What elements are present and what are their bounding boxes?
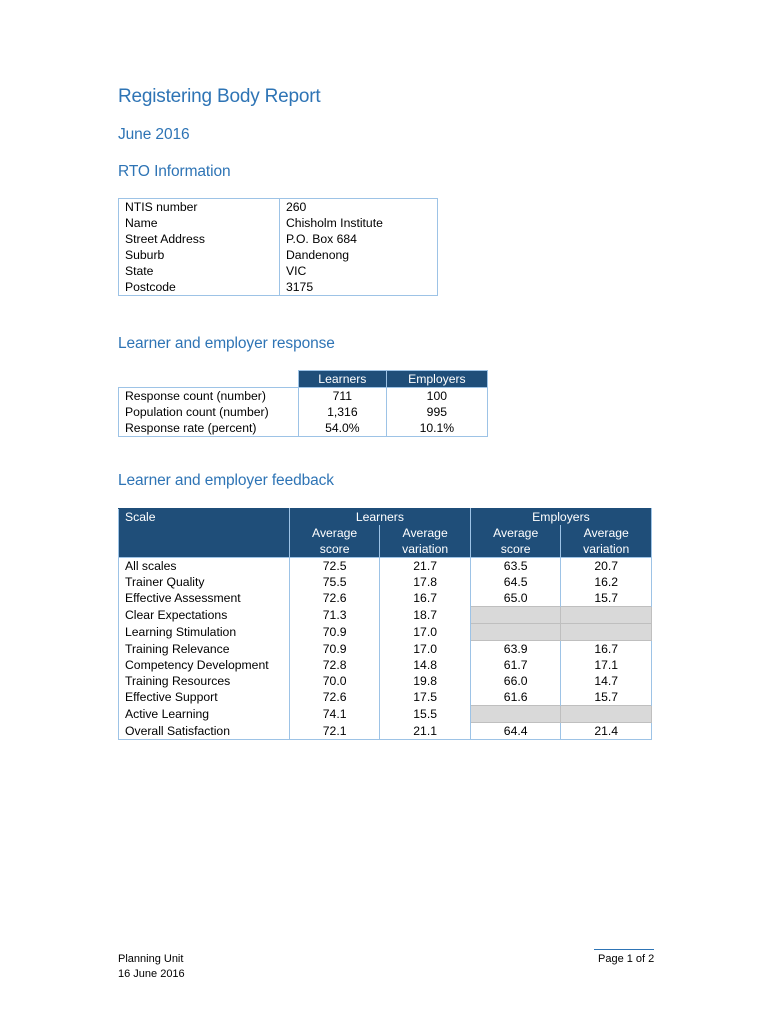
employers-variation-header-1: Average bbox=[561, 525, 652, 541]
learners-average-score: 72.6 bbox=[289, 689, 380, 706]
rto-info-row bbox=[119, 279, 438, 296]
feedback-scale-name: Effective Support bbox=[119, 689, 290, 706]
feedback-group-learners: Learners bbox=[289, 509, 470, 526]
response-learners-value: 711 bbox=[299, 388, 387, 405]
learners-average-variation: 17.5 bbox=[380, 689, 471, 706]
employers-average-variation bbox=[561, 624, 652, 641]
response-heading: Learner and employer response bbox=[118, 335, 335, 352]
response-table bbox=[118, 370, 488, 437]
rto-info-value: Dandenong bbox=[280, 247, 438, 263]
employers-average-score bbox=[470, 706, 561, 723]
employers-average-score: 63.5 bbox=[470, 558, 561, 575]
report-date: June 2016 bbox=[118, 126, 190, 143]
feedback-row bbox=[119, 657, 652, 673]
employers-average-score: 66.0 bbox=[470, 673, 561, 689]
employers-variation-header-2: variation bbox=[561, 541, 652, 558]
feedback-row bbox=[119, 723, 652, 740]
feedback-scale-name: Clear Expectations bbox=[119, 607, 290, 624]
learners-average-variation: 21.1 bbox=[380, 723, 471, 740]
response-row bbox=[119, 420, 488, 437]
feedback-scale-name: Overall Satisfaction bbox=[119, 723, 290, 740]
rto-info-label: Name bbox=[119, 215, 280, 231]
employers-average-variation: 16.7 bbox=[561, 641, 652, 658]
response-row bbox=[119, 388, 488, 405]
footer-date: 16 June 2016 bbox=[118, 968, 185, 980]
employers-average-variation bbox=[561, 607, 652, 624]
employers-average-variation: 15.7 bbox=[561, 689, 652, 706]
employers-average-variation: 15.7 bbox=[561, 590, 652, 607]
response-employers-value: 10.1% bbox=[386, 420, 487, 437]
employers-average-score bbox=[470, 607, 561, 624]
feedback-scale-name: Competency Development bbox=[119, 657, 290, 673]
response-learners-value: 1,316 bbox=[299, 404, 387, 420]
employers-average-score: 61.6 bbox=[470, 689, 561, 706]
response-row bbox=[119, 404, 488, 420]
feedback-row bbox=[119, 624, 652, 641]
feedback-scale-name: Effective Assessment bbox=[119, 590, 290, 607]
learners-average-score: 72.1 bbox=[289, 723, 380, 740]
rto-info-row bbox=[119, 263, 438, 279]
learners-average-score: 72.5 bbox=[289, 558, 380, 575]
response-employers-value: 100 bbox=[386, 388, 487, 405]
learners-average-score: 70.9 bbox=[289, 624, 380, 641]
rto-info-value: P.O. Box 684 bbox=[280, 231, 438, 247]
rto-info-label: Postcode bbox=[119, 279, 280, 296]
employers-score-header-2: score bbox=[470, 541, 561, 558]
feedback-scale-name: Training Relevance bbox=[119, 641, 290, 658]
learners-average-score: 72.6 bbox=[289, 590, 380, 607]
feedback-row bbox=[119, 706, 652, 723]
response-blank-header bbox=[119, 371, 299, 388]
learners-average-score: 70.0 bbox=[289, 673, 380, 689]
learners-variation-header-1: Average bbox=[380, 525, 471, 541]
rto-info-value: VIC bbox=[280, 263, 438, 279]
rto-info-table bbox=[118, 198, 438, 296]
feedback-scale-name: Trainer Quality bbox=[119, 574, 290, 590]
rto-info-value: Chisholm Institute bbox=[280, 215, 438, 231]
rto-info-value: 3175 bbox=[280, 279, 438, 296]
learners-average-variation: 14.8 bbox=[380, 657, 471, 673]
employers-average-variation: 16.2 bbox=[561, 574, 652, 590]
response-row-label: Response count (number) bbox=[119, 388, 299, 405]
rto-heading: RTO Information bbox=[118, 163, 231, 180]
feedback-scale-name: Training Resources bbox=[119, 673, 290, 689]
learners-average-score: 74.1 bbox=[289, 706, 380, 723]
rto-info-label: Street Address bbox=[119, 231, 280, 247]
response-employers-value: 995 bbox=[386, 404, 487, 420]
feedback-row bbox=[119, 574, 652, 590]
feedback-row bbox=[119, 673, 652, 689]
learners-score-header-1: Average bbox=[289, 525, 380, 541]
feedback-row bbox=[119, 641, 652, 658]
learners-average-variation: 21.7 bbox=[380, 558, 471, 575]
learners-average-score: 75.5 bbox=[289, 574, 380, 590]
response-row-label: Population count (number) bbox=[119, 404, 299, 420]
report-title: Registering Body Report bbox=[118, 86, 321, 107]
feedback-row bbox=[119, 558, 652, 575]
rto-info-label: Suburb bbox=[119, 247, 280, 263]
rto-info-row bbox=[119, 231, 438, 247]
employers-average-score: 65.0 bbox=[470, 590, 561, 607]
employers-average-score: 61.7 bbox=[470, 657, 561, 673]
employers-average-score: 64.4 bbox=[470, 723, 561, 740]
feedback-row bbox=[119, 590, 652, 607]
learners-variation-header-2: variation bbox=[380, 541, 471, 558]
employers-score-header-1: Average bbox=[470, 525, 561, 541]
response-col-employers: Employers bbox=[386, 371, 487, 388]
feedback-scale-name: All scales bbox=[119, 558, 290, 575]
employers-average-variation: 14.7 bbox=[561, 673, 652, 689]
feedback-col-scale: Scale bbox=[119, 509, 290, 558]
response-row-label: Response rate (percent) bbox=[119, 420, 299, 437]
rto-info-label: NTIS number bbox=[119, 199, 280, 216]
learners-average-variation: 17.0 bbox=[380, 624, 471, 641]
learners-score-header-2: score bbox=[289, 541, 380, 558]
learners-average-variation: 17.0 bbox=[380, 641, 471, 658]
rto-info-row bbox=[119, 247, 438, 263]
feedback-scale-name: Active Learning bbox=[119, 706, 290, 723]
employers-average-score: 64.5 bbox=[470, 574, 561, 590]
learners-average-variation: 19.8 bbox=[380, 673, 471, 689]
rto-info-value: 260 bbox=[280, 199, 438, 216]
rto-info-label: State bbox=[119, 263, 280, 279]
learners-average-variation: 16.7 bbox=[380, 590, 471, 607]
rto-info-row bbox=[119, 215, 438, 231]
employers-average-variation: 20.7 bbox=[561, 558, 652, 575]
learners-average-variation: 18.7 bbox=[380, 607, 471, 624]
learners-average-score: 72.8 bbox=[289, 657, 380, 673]
learners-average-variation: 17.8 bbox=[380, 574, 471, 590]
employers-average-score bbox=[470, 624, 561, 641]
employers-average-score: 63.9 bbox=[470, 641, 561, 658]
learners-average-score: 71.3 bbox=[289, 607, 380, 624]
employers-average-variation: 17.1 bbox=[561, 657, 652, 673]
feedback-row bbox=[119, 607, 652, 624]
feedback-heading: Learner and employer feedback bbox=[118, 472, 334, 489]
employers-average-variation bbox=[561, 706, 652, 723]
footer-unit: Planning Unit bbox=[118, 953, 184, 965]
feedback-table bbox=[118, 508, 652, 740]
employers-average-variation: 21.4 bbox=[561, 723, 652, 740]
feedback-row bbox=[119, 689, 652, 706]
feedback-group-employers: Employers bbox=[470, 509, 651, 526]
learners-average-score: 70.9 bbox=[289, 641, 380, 658]
learners-average-variation: 15.5 bbox=[380, 706, 471, 723]
feedback-scale-name: Learning Stimulation bbox=[119, 624, 290, 641]
response-learners-value: 54.0% bbox=[299, 420, 387, 437]
rto-info-row bbox=[119, 199, 438, 216]
footer-rule bbox=[594, 949, 654, 950]
response-col-learners: Learners bbox=[299, 371, 387, 388]
footer-page-number: Page 1 of 2 bbox=[598, 953, 655, 965]
